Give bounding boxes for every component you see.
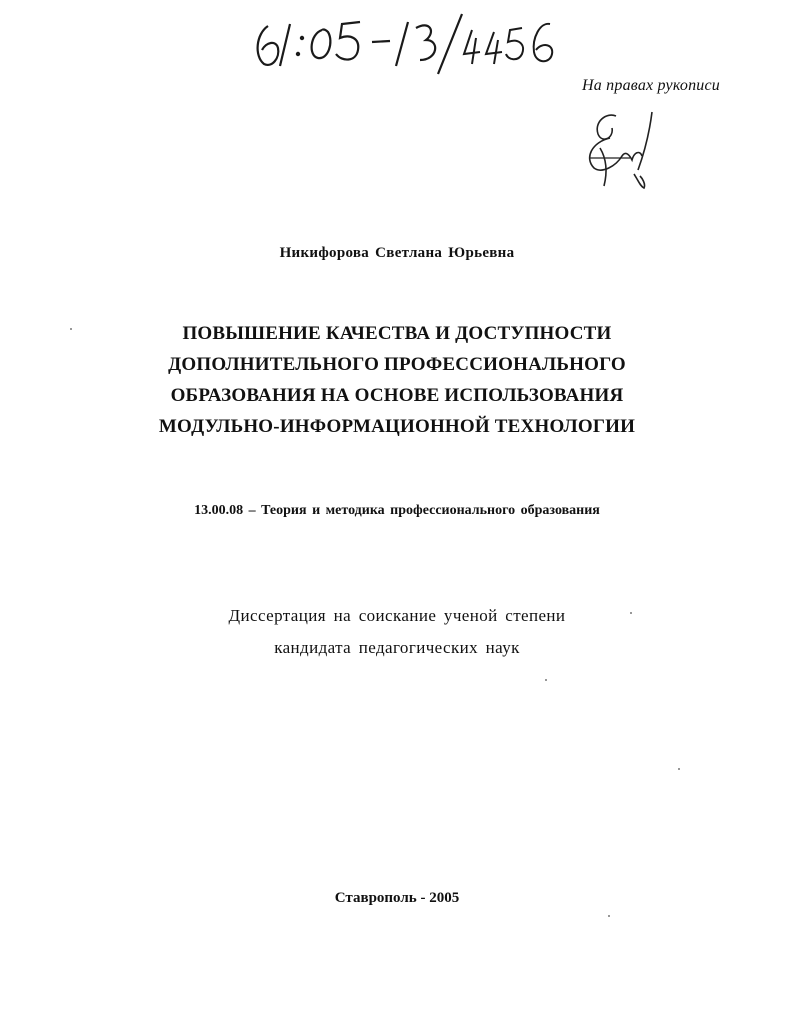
specialty-code: 13.00.08 – Теория и методика профессионального образования <box>194 503 600 518</box>
author-name: Никифорова Светлана Юрьевна <box>279 245 515 261</box>
rights-note: На правах рукописи <box>582 77 720 94</box>
title-line: ОБРАЗОВАНИЯ НА ОСНОВЕ ИСПОЛЬЗОВАНИЯ <box>170 385 624 406</box>
handwritten-catalog-number <box>250 8 560 78</box>
degree-statement <box>0 600 794 664</box>
scan-speck <box>678 768 680 770</box>
scan-speck <box>70 328 72 330</box>
dissertation-title <box>0 318 794 442</box>
scan-speck <box>608 915 610 917</box>
scan-speck <box>630 612 632 614</box>
title-line: ПОВЫШЕНИЕ КАЧЕСТВА И ДОСТУПНОСТИ <box>182 323 612 344</box>
handwritten-signature <box>570 108 660 192</box>
degree-line: Диссертация на соискание ученой степени <box>228 606 566 625</box>
degree-line: кандидата педагогических наук <box>274 638 520 657</box>
scan-speck <box>545 679 547 681</box>
city-year: Ставрополь - 2005 <box>334 890 460 906</box>
title-line: МОДУЛЬНО-ИНФОРМАЦИОННОЙ ТЕХНОЛОГИИ <box>158 416 636 437</box>
title-line: ДОПОЛНИТЕЛЬНОГО ПРОФЕССИОНАЛЬНОГО <box>168 354 626 375</box>
